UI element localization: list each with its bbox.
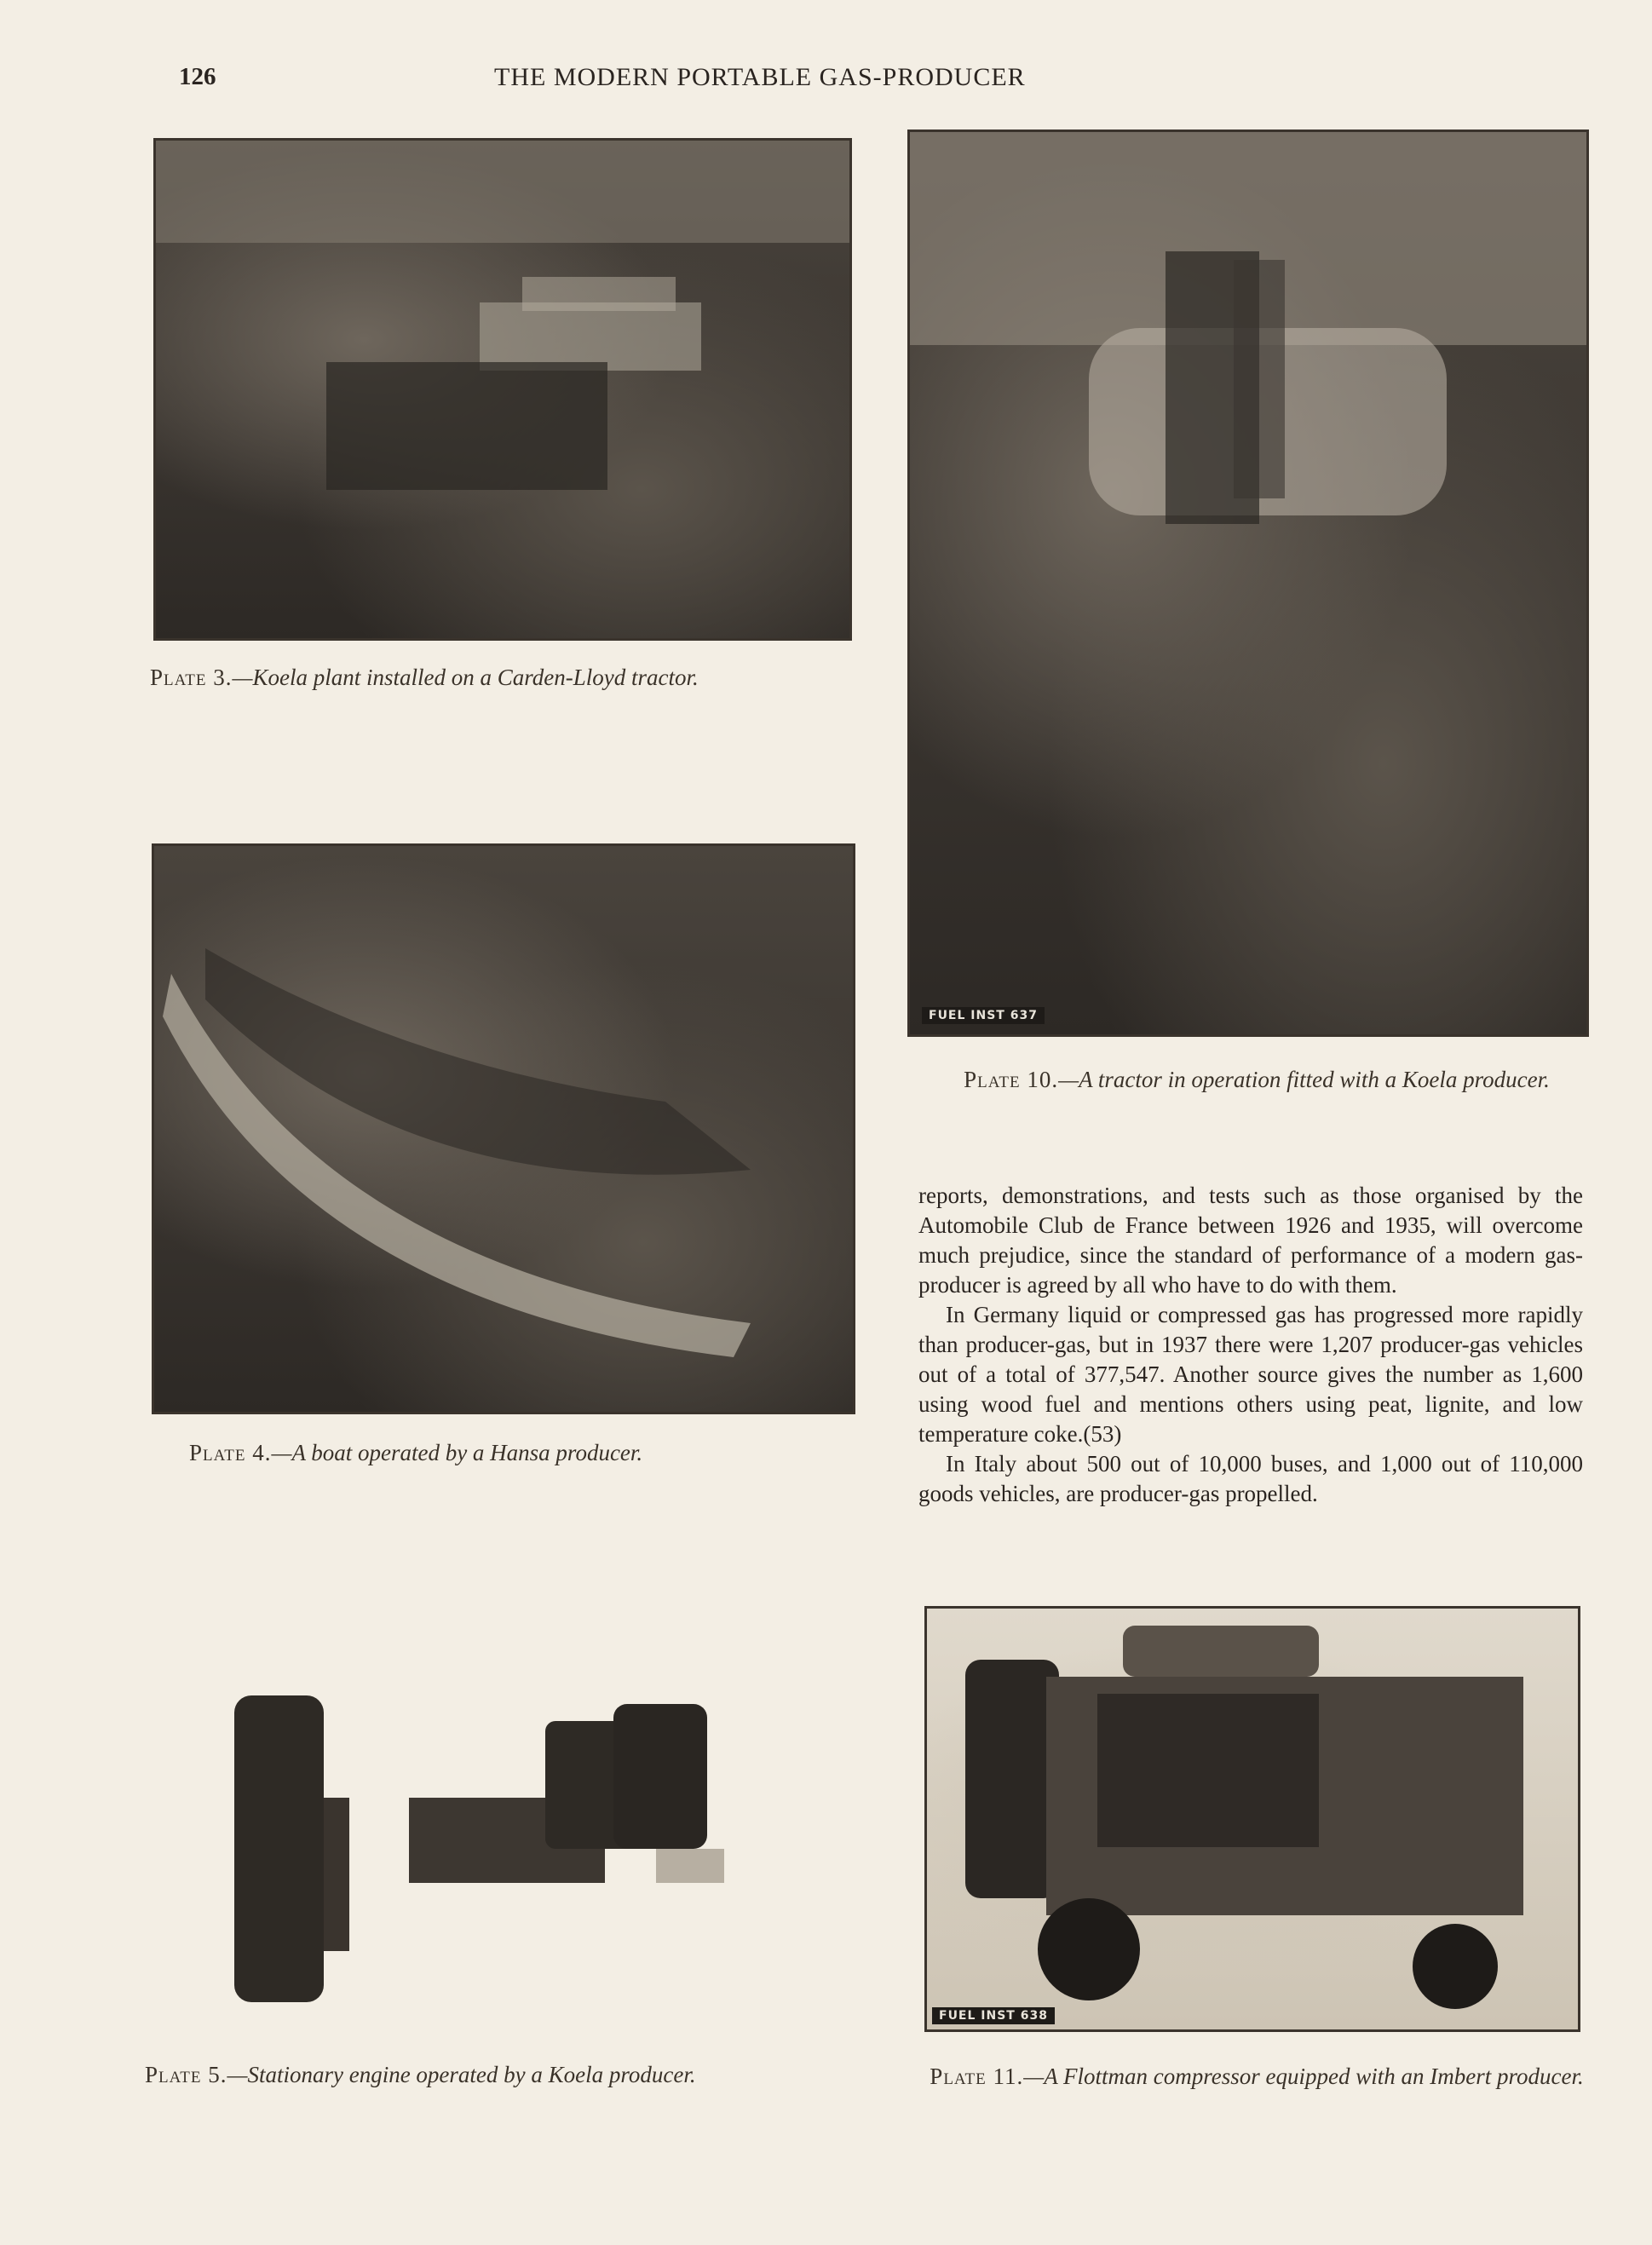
- plate-11-stamp: FUEL INST 638: [932, 2007, 1055, 2024]
- page-number: 126: [179, 63, 216, 90]
- plate-4-caption: Plate 4.—A boat operated by a Hansa producer.: [189, 1440, 643, 1465]
- compressor-photo-graphic: [927, 1609, 1580, 2032]
- plate-3-photo: [153, 138, 852, 641]
- body-paragraph-3: In Italy about 500 out of 10,000 buses, and 1,000 out of 110,000 goods vehicles, are producer-gas propelled.: [918, 1451, 1583, 1506]
- body-text: [918, 1181, 1583, 1509]
- stationary-engine-graphic: [213, 1670, 826, 2045]
- plate-3-caption: Plate 3.—Koela plant installed on a Carden-Lloyd tractor.: [150, 665, 699, 690]
- body-paragraph-2: In Germany liquid or compressed gas has progressed more rapidly than producer-gas, but in 1937 there were 1,207 producer-gas vehicles out of a total of 377,547. Another source gives the number as 1,600 using wood fuel and mentions others using peat, lignite, and low temperature coke.(53): [918, 1302, 1583, 1447]
- tractor-photo-graphic: [156, 141, 852, 641]
- body-paragraph-1: reports, demonstrations, and tests such as those organised by the Automobile Club de France between 1926 and 1935, will overcome much prejudice, since the standard of performance of a modern gas-producer is agreed by all who have to do with them.: [918, 1183, 1583, 1298]
- plate-11-photo: [924, 1606, 1580, 2032]
- plate-10-caption: Plate 10.—A tractor in operation fitted with a Koela producer.: [964, 1067, 1550, 1092]
- plate-5-photo: [213, 1670, 826, 2045]
- plate-10-photo: [907, 130, 1589, 1037]
- tractor-operation-graphic: [910, 132, 1589, 1037]
- plate-10-stamp: FUEL INST 637: [922, 1007, 1045, 1024]
- plate-5-caption: Plate 5.—Stationary engine operated by a Koela producer.: [145, 2062, 696, 2087]
- running-title: THE MODERN PORTABLE GAS-PRODUCER: [494, 63, 1026, 91]
- boat-photo-graphic: [154, 846, 855, 1414]
- plate-4-photo: [152, 843, 855, 1414]
- plate-11-caption: Plate 11.—A Flottman compressor equipped with an Imbert producer.: [930, 2064, 1584, 2089]
